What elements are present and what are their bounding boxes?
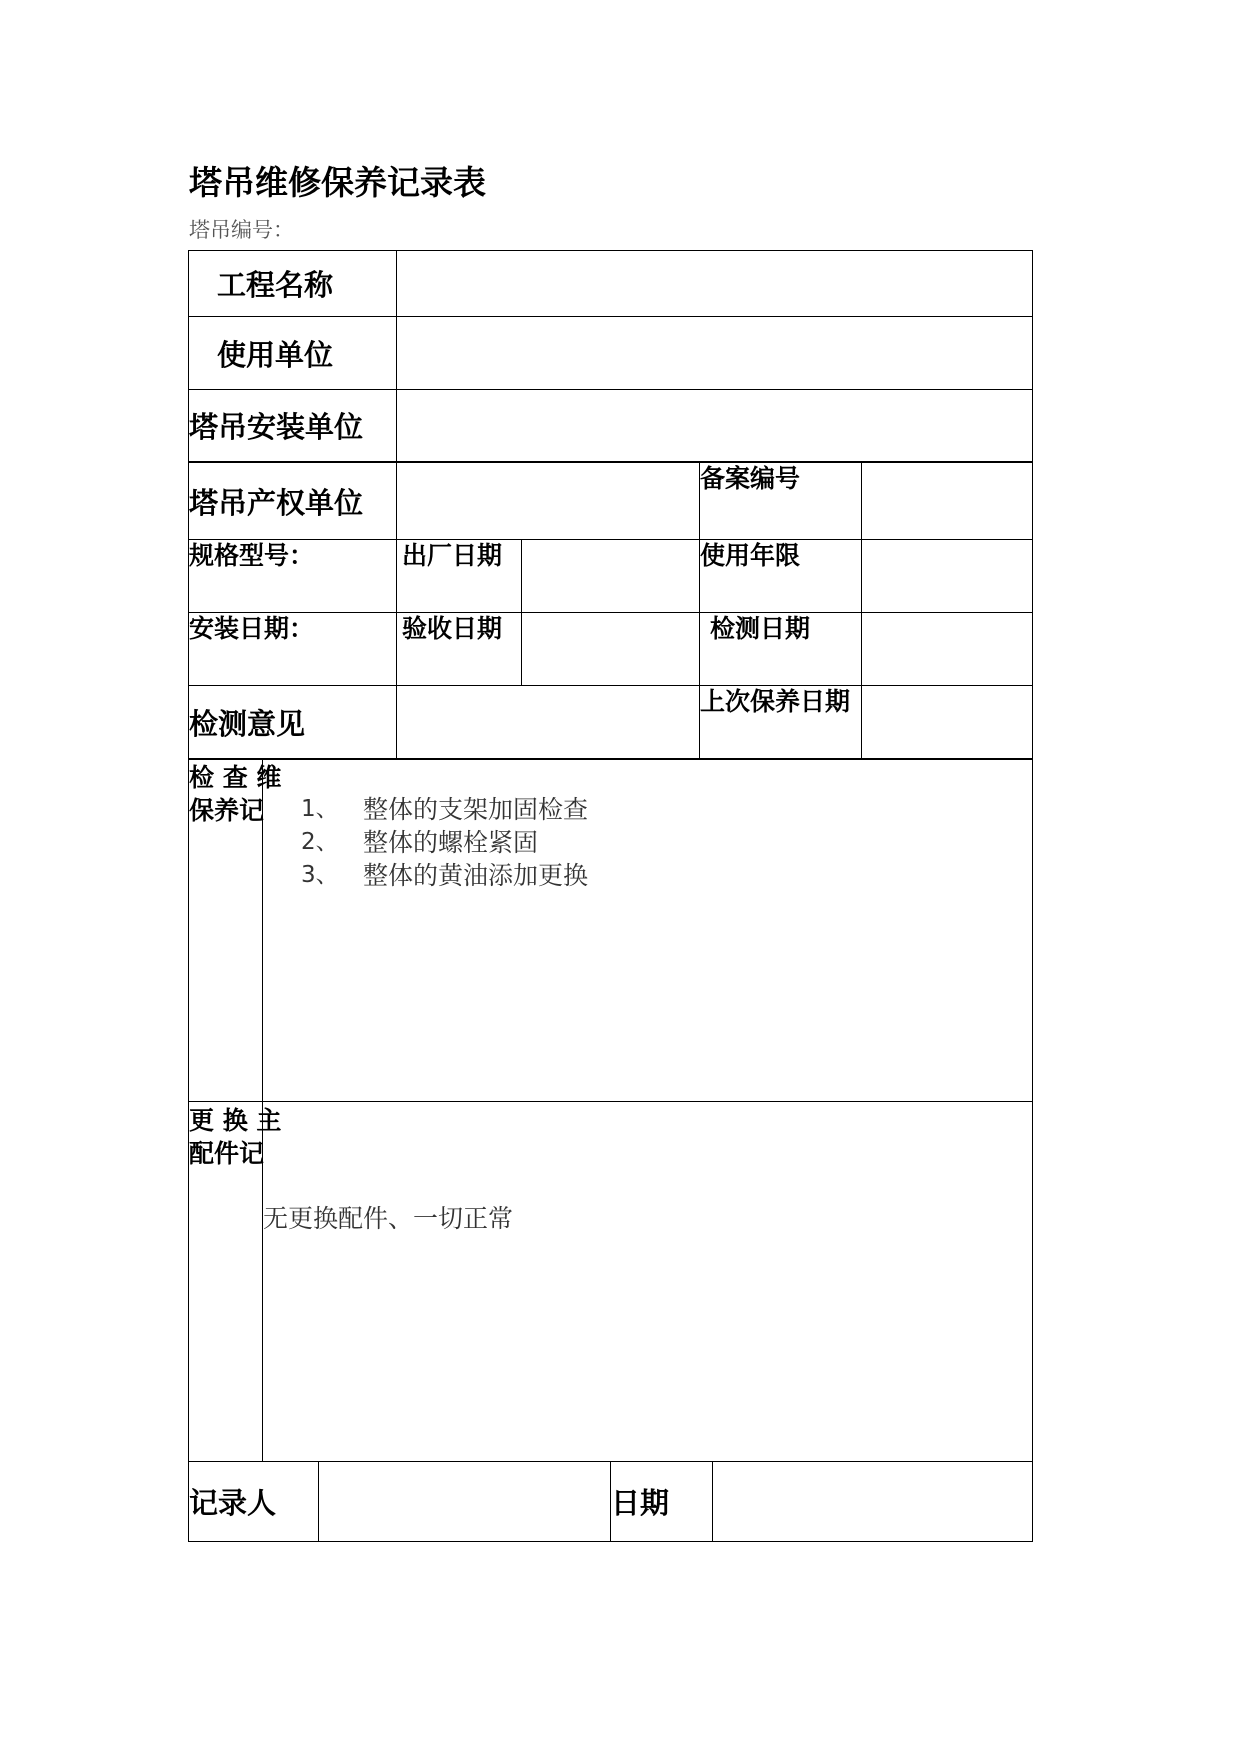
last-maintenance-date-label: 上次保养日期 [699,685,862,759]
service-life-value [861,539,1033,613]
date-value [712,1461,1033,1542]
user-unit-label: 使用单位 [188,316,397,390]
install-date-label: 安装日期： [188,612,397,686]
manufacture-date-value [521,539,700,613]
service-life-label: 使用年限 [699,539,862,613]
last-maintenance-date-value [861,685,1033,759]
list-item-text: 整体的黄油添加更换 [363,861,589,890]
owner-unit-label: 塔吊产权单位 [188,461,397,540]
list-item [301,793,1032,826]
owner-unit-value [396,461,700,540]
inspection-date-label: 检测日期 [699,612,862,686]
acceptance-date-label: 验收日期 [396,612,522,686]
filing-number-value [861,461,1033,540]
recorder-label: 记录人 [188,1461,319,1542]
inspection-opinion-label: 检测意见 [188,685,397,759]
date-label: 日期 [610,1461,713,1542]
list-item-text: 整体的支架加固检查 [363,795,589,824]
crane-number-label: 塔吊编号： [189,218,294,242]
parts-record-label [188,1101,282,1462]
list-item-number: 2、 [301,829,339,855]
maintenance-record-label-line: 保养记 [189,796,265,825]
inspection-opinion-value [396,685,700,759]
maintenance-record-content [262,758,1033,1102]
parts-record-label-line: 更 换 主 [189,1106,282,1135]
recorder-value [318,1461,611,1542]
list-item-number: 1、 [301,796,339,822]
list-item [301,826,1032,859]
acceptance-date-value [521,612,700,686]
parts-record-text: 无更换配件、一切正常 [263,1204,514,1233]
inspection-date-value [861,612,1033,686]
project-name-value [396,250,1033,317]
manufacture-date-label: 出厂日期 [396,539,522,613]
installer-unit-value [396,389,1033,462]
filing-number-label: 备案编号 [699,461,862,540]
model-label: 规格型号： [188,539,397,613]
maintenance-record-label [188,758,282,1102]
user-unit-value [396,316,1033,390]
parts-record-label-line: 配件记 [189,1139,265,1168]
document-title: 塔吊维修保养记录表 [189,163,486,202]
list-item-number: 3、 [301,862,339,888]
installer-unit-label: 塔吊安装单位 [188,389,397,462]
parts-record-content [262,1101,1033,1462]
list-item-text: 整体的螺栓紧固 [363,828,539,857]
maintenance-record-label-line: 检 查 维 [189,763,282,792]
list-item [301,859,1032,892]
project-name-label: 工程名称 [188,250,397,317]
